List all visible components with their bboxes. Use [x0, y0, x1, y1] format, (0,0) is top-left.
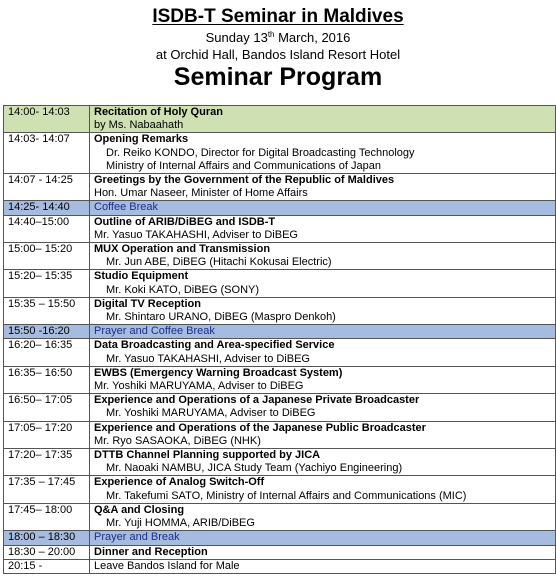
row-time: 17:45– 18:00: [4, 503, 90, 530]
session-speaker: Mr. Koki KATO, DiBEG (SONY): [106, 283, 260, 296]
program-row: [4, 394, 556, 421]
session-title: Opening Remarks: [94, 133, 189, 146]
document-header: [0, 0, 556, 105]
session-title: Experience and Operations of a Japanese Private Broadcaster: [94, 394, 420, 407]
row-time: 15:50 -16:20: [4, 325, 90, 339]
row-description: [90, 545, 556, 559]
row-time: 14:25- 14:40: [4, 201, 90, 215]
program-row: [4, 545, 556, 559]
row-time: 17:05– 17:20: [4, 421, 90, 448]
row-description: [90, 449, 556, 476]
row-description: [90, 559, 556, 573]
session-speaker: Mr. Naoaki NAMBU, JICA Study Team (Yachiyo Engineering): [106, 462, 403, 475]
program-row: [4, 421, 556, 448]
program-row: [4, 476, 556, 503]
program-row: [4, 106, 556, 133]
program-row: [4, 325, 556, 339]
session-title: Coffee Break: [94, 201, 159, 214]
row-time: 20:15 -: [4, 559, 90, 573]
seminar-title: ISDB-T Seminar in Maldives: [152, 6, 404, 27]
session-title: Outline of ARIB/DiBEG and ISDB-T: [94, 215, 276, 228]
program-body: [4, 106, 556, 574]
program-row: [4, 531, 556, 545]
row-time: 17:20– 17:35: [4, 449, 90, 476]
row-description: [90, 106, 556, 133]
session-speaker: Mr. Yasuo TAKAHASHI, Adviser to DiBEG: [106, 352, 310, 365]
program-row: [4, 133, 556, 174]
program-row: [4, 559, 556, 573]
session-speaker: Mr. Yoshiki MARUYAMA, Adviser to DiBEG: [106, 407, 316, 420]
row-time: 16:50– 17:05: [4, 394, 90, 421]
program-table: [3, 105, 556, 574]
row-description: [90, 270, 556, 297]
row-time: 14:03- 14:07: [4, 133, 90, 174]
row-description: [90, 503, 556, 530]
seminar-venue: at Orchid Hall, Bandos Island Resort Hotel: [155, 47, 401, 62]
session-title: Leave Bandos Island for Male: [94, 559, 240, 572]
seminar-date: [0, 30, 556, 45]
program-row: [4, 449, 556, 476]
row-time: 18:00 – 18:30: [4, 531, 90, 545]
program-row: [4, 215, 556, 242]
row-time: 15:20– 15:35: [4, 270, 90, 297]
session-speaker: Mr. Ryo SASAOKA, DiBEG (NHK): [94, 434, 261, 447]
program-row: [4, 339, 556, 366]
program-row: [4, 270, 556, 297]
program-row: [4, 243, 556, 270]
program-heading: Seminar Program: [173, 63, 383, 91]
row-description: [90, 174, 556, 201]
date-ordinal: th: [267, 30, 275, 39]
session-speaker: Dr. Reiko KONDO, Director for Digital Broadcasting Technology: [106, 146, 415, 159]
row-time: 16:35– 16:50: [4, 366, 90, 393]
row-time: 15:00– 15:20: [4, 243, 90, 270]
session-speaker: Hon. Umar Naseer, Minister of Home Affairs: [94, 187, 308, 200]
session-title: Prayer and Coffee Break: [94, 325, 215, 338]
program-row: [4, 201, 556, 215]
session-title: Greetings by the Government of the Republic of Maldives: [94, 174, 395, 187]
row-description: [90, 394, 556, 421]
session-title: DTTB Channel Planning supported by JICA: [94, 449, 321, 462]
row-description: [90, 421, 556, 448]
program-row: [4, 366, 556, 393]
session-speaker: Mr. Yasuo TAKAHASHI, Adviser to DiBEG: [94, 228, 298, 241]
date-month-year: March, 2016: [274, 30, 351, 45]
date-day: Sunday 13: [205, 30, 268, 45]
session-title: Recitation of Holy Quran: [94, 106, 223, 118]
row-description: [90, 476, 556, 503]
row-time: 15:35 – 15:50: [4, 297, 90, 324]
session-title: Prayer and Break: [94, 531, 180, 544]
session-title: Experience of Analog Switch-Off: [94, 476, 265, 489]
program-row: [4, 297, 556, 324]
session-title: Data Broadcasting and Area-specified Service: [94, 339, 335, 352]
row-time: 18:30 – 20:00: [4, 545, 90, 559]
program-row: [4, 174, 556, 201]
session-title: Experience and Operations of the Japanese Public Broadcaster: [94, 421, 426, 434]
session-speaker: Mr. Shintaro URANO, DiBEG (Maspro Denkoh): [106, 311, 336, 324]
session-speaker: Mr. Takefumi SATO, Ministry of Internal Affairs and Communications (MIC): [106, 489, 467, 502]
session-speaker: by Ms. Nabaahath: [94, 119, 184, 132]
row-description: [90, 201, 556, 215]
row-time: 14:00- 14:03: [4, 106, 90, 133]
row-description: [90, 531, 556, 545]
row-description: [90, 325, 556, 339]
row-description: [90, 133, 556, 174]
session-speaker: Mr. Yuji HOMMA, ARIB/DiBEG: [106, 517, 255, 530]
session-title: MUX Operation and Transmission: [94, 243, 271, 256]
row-description: [90, 215, 556, 242]
row-description: [90, 297, 556, 324]
row-description: [90, 243, 556, 270]
session-speaker: Ministry of Internal Affairs and Communications of Japan: [106, 159, 381, 172]
row-description: [90, 339, 556, 366]
row-time: 14:40–15:00: [4, 215, 90, 242]
session-title: Studio Equipment: [94, 270, 189, 283]
row-description: [90, 366, 556, 393]
session-speaker: Mr. Jun ABE, DiBEG (Hitachi Kokusai Electric): [106, 256, 332, 269]
session-title: Digital TV Reception: [94, 297, 201, 310]
session-speaker: Mr. Yoshiki MARUYAMA, Adviser to DiBEG: [94, 380, 304, 393]
program-row: [4, 503, 556, 530]
row-time: 16:20– 16:35: [4, 339, 90, 366]
session-title: Q&A and Closing: [94, 503, 185, 516]
session-title: Dinner and Reception: [94, 545, 208, 558]
session-title: EWBS (Emergency Warning Broadcast System): [94, 366, 343, 379]
row-time: 17:35 – 17:45: [4, 476, 90, 503]
row-time: 14:07 - 14:25: [4, 174, 90, 201]
